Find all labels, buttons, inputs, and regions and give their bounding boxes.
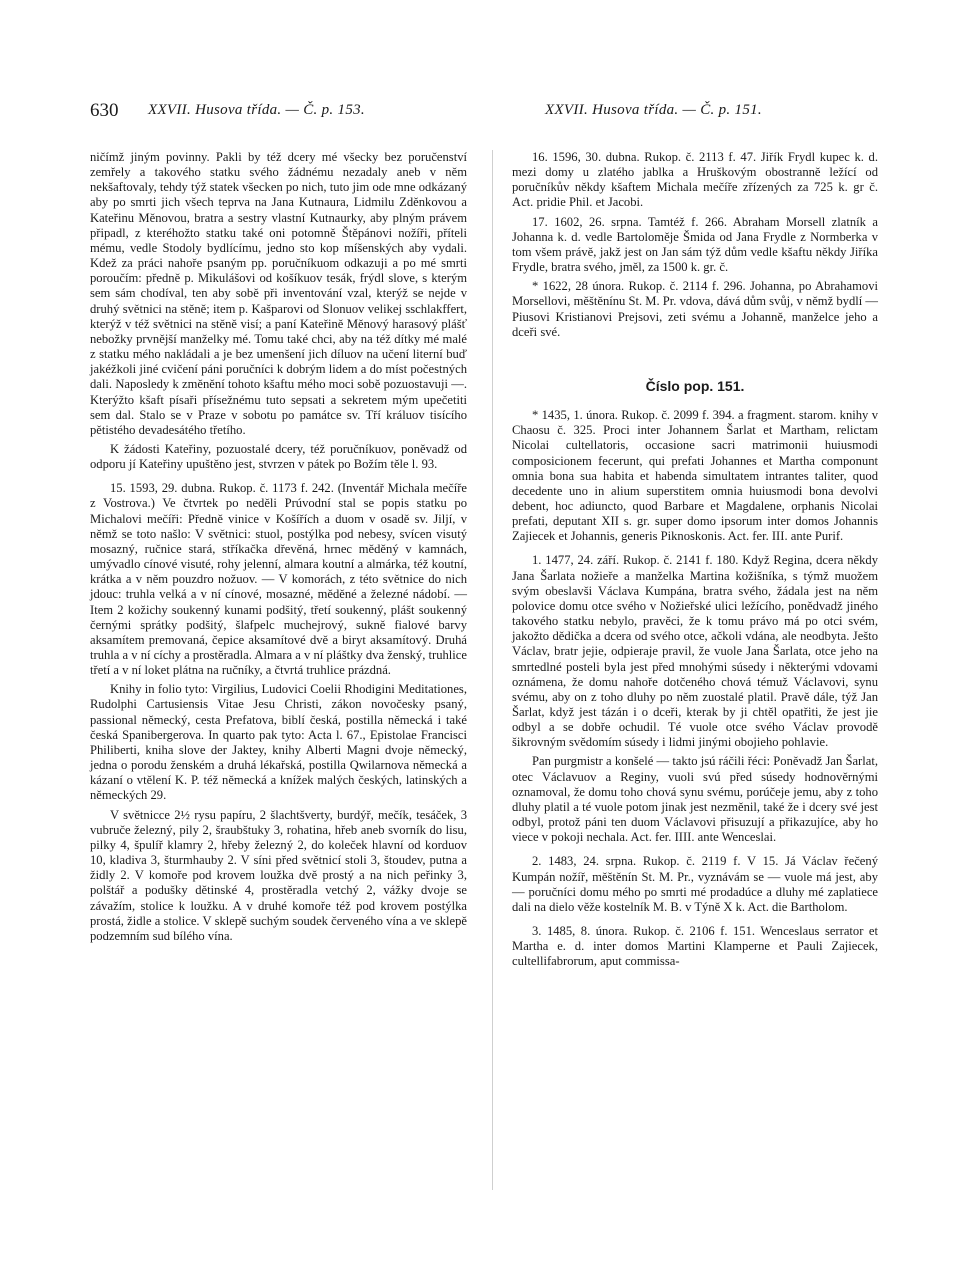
right-column [512,150,878,970]
entry: Pan purgmistr a konšelé — takto jsú ráčili řéci: Poněvadž Jan Šarlat, otec Václavuov a Reginy, vuoli svú před súsedy hodnověrnými oznamoval, že domu toho chová synu svému, porúčeje jemu, aby z toho dluhy platil a té vuole potom jinak jest nezměnil, také že i dcery své jest odbyl, protož páni ten duom Václavovi přisuzují a přikazujíce, aby ho viece v pokoji nechala. Act. fer. IIII. ante Wenceslai. [512,754,878,845]
paragraph: K žádosti Kateřiny, pozuostalé dcery, též poručníkuov, poněvadž od odporu jí Kateřiny upuštěno jest, stvrzen v pátek po Božím těle l. 93. [90,441,467,472]
entry: 16. 1596, 30. dubna. Rukop. č. 2113 f. 47. Jiřík Frydl kupec k. d. mezi domy u zlatého jablka a Hruškovým obostranně ležící od poručníkův někdy kšaftem Michala mečíře zřízených za 725 k. gr č. Act. pridie Phil. et Jacobi. [512,150,878,210]
entry: 17. 1602, 26. srpna. Tamtéž f. 266. Abraham Morsell zlatník a Johanna k. d. vedle Bartoloměje Šmida od Jana Frydle z Normberka v tom všem právě, jakž jest on Jan sám týž dům vedle kšaftu někdy Jiříka Frydle, bratra svého, jměl, za 1500 k. gr. č. [512,214,878,275]
section-title: Číslo pop. 151. [645,377,745,394]
entry: 3. 1485, 8. února. Rukop. č. 2106 f. 151. Wenceslaus serrator et Martha e. d. inter domos Martini Klamperne et Pauli Zajiecek, cultellifabrorum, aput commissa- [512,924,878,969]
entry: * 1435, 1. února. Rukop. č. 2099 f. 394. a fragment. starom. knihy v Chaosu č. 325. Proci inter Johannem Šarlat et Martham, relictam Nicolai cultellatoris, occasione sacri matrimonii huiusmodi composicionem fecerunt, qui prefati Johannes et Martha componunt omnia bona sua habita et habenda simultatem intrantes taliter, quod decedente uno in alium superstitem omnia huiusmodi bona devolvi debent, hoc adiuncto, quod Barbare et Magdalene, orphanis Nicolai prefati, deputant XII s. gr. super domo ipsorum inter domos Johannis Zajiecek et Johannis, generis Piknoskonis. Act. fer. III. ante Purif. [512,408,878,544]
page-header [90,100,870,130]
entry: 1. 1477, 24. září. Rukop. č. 2141 f. 180. Když Regina, dcera někdy Jana Šarlata nožieře a manželka Martina kožišníka, s týmž muožem svým obeslavši Václava Kumpána, bratra svého, žádala jest na něm polovice domu otce svého v Nožieřské ulici ležícího, ponědvadž jiného takového statku nebylo, pravěci, že k tomu právo má po otci svém, jakožto dědička a dcera od svého otce, ačkoli vdána, ale neodbyta. Ješto Václav, bratr jejie, odpieraje pravil, že vuole Jana Šarlata, otce jeho na smrtedlné posteli byla jest před mnohými súsedy i některými vdovami oznámena, že domu nahoře dotčeného chová témuž Václavovi, synu svému, aby on z toho dluhy po něm zuostalé platil. Pravě dále, týž Jan Šarlat, když jest tázán i o dceři, kterak by ji chtěl opatřiti, že jest jie odbyl a se dobře ochudil. Té vuole otce svého Václav provodě šikrovným svědomím súsedy i lidmi jinými obojieho pohlavie. [512,553,878,750]
running-head-right: XXVII. Husova třída. — Č. p. 151. [545,102,762,118]
running-head-left: XXVII. Husova třída. — Č. p. 153. [148,102,365,118]
page-number: 630 [90,100,119,121]
paragraph: 15. 1593, 29. dubna. Rukop. č. 1173 f. 242. (Inventář Michala mečíře z Vostrova.) Ve čtvrtek po neděli Prúvodní stal se popis statku po Michalovi mečíři: Předně vinice v Košířích a duom v osadě sv. Jiljí, v němž se toto našlo: V světnici: stuol, postýlka pod nebesy, svícen visutý mosazný, ručnice stará, stříkačka dřevěná, hrnec měděný v kamnách, umývadlo cínové visuté, rohy jelenní, almara koutní a almárka, též koutní, krátka a v něm pouzdro nožuov. — V komorách, z této světnice do nich jdouc: truhla velká a v ní cínové, mosazné, měděné a železné nádobí. — Item 2 kožichy soukenný kunami podšitý, třetí soukenný, plášt soukenný černými sprátky podšitý, šlafpelc muchejrový, sukně fialové barvy aksamítem premovaná, čepice aksamítové dvě a biryt aksamítový. Druhá truhla a v ní cíchy a prostěradla. Almara a v ní pláštky dva ženský, truhlice třetí a v ní loket plátna na ručníky, a čtvrtá truhlice prázdná. [90,481,467,678]
entry: * 1622, 28 února. Rukop. č. 2114 f. 296. Johanna, po Abrahamovi Morsellovi, měštěnínu St. M. Pr. vdova, dává dům svůj, v němž bydlí — Piusovi Kristianovi Prejsovi, zeti svému a Johanně, manželce jeho a dceři své. [512,279,878,339]
paragraph: V světnicce 2½ rysu papíru, 2 šlachtšverty, burdýř, mečík, tesáček, 3 vubruče železný, pily 2, šraubštuky 3, rohatina, hřeb aneb svorník do lisu, pilky 4, špulíř klamry 2, hřeby železný 2, do koleček hlavní od korduov 10, kladiva 3, šturmhauby 2. V síni před světnicí stoli 3, štoudev, putna a židly 2. V komoře pod krovem loužka dvě prostý a na nich peřinky 3, polštář a podušky dětinské 4, prostěradla vetchý 2, vážky dvoje se závažím, stolice k loužku. A v druhé komoře též pod krovem postýlka prostá, židle a stolice. V sklepě suchým soudek červeného vína a ve sklepě podzemním sud bílého vína. [90,807,467,943]
entry: 2. 1483, 24. srpna. Rukop. č. 2119 f. V 15. Já Václav řečený Kumpán nožíř, měštěnín St. M. Pr., vyznávám se — vuole má jest, aby — poručníci domu mého po smrti mé prodadúce a dluhy mé zaplatiece dali na dielo věže kostelník M. B. v Týně X k. Act. die Bartholom. [512,854,878,914]
column-divider [492,150,493,1190]
left-column [90,150,467,944]
paragraph: ničímž jiným povinny. Pakli by též dcery mé všecky bez poručenství zemřely a takového statku svého žádnému nezadaly aneb v něm nekšaftovaly, tehdy týž statek všecken po nich, tuto jim ode mne odkázaný aby po smrti jich všech teprva na Jana Kutnaura, Lidmilu Zděnkovou a Kateřinu Měnovou, bratra a sestry vlastní Kutnaurky, aby plným právem připadl, z kteréhožto statku také oni potomně Štěpánovi nožíři, příteli mému, vedle Stodoly bydlícímu, jedno sto kop míšenských aby vydali. Kdež za práci nahoře psaným pp. poručníkuom odkazuji a po mé smrti poroučím: předně p. Mikulášovi od košíkuov tesák, frýdl slove, s kterým sem sám chodíval, ten aby sobě při inventování vzal, kterýž se nejde v druhý světnici na stěně; item p. Kašparovi od Slonuov velikej sschlakffert, kterýž v též světnici na stěně visí; a paní Kateřině Měnový harasový plášť nebožky prvnější manželky mé. Tomu také chci, aby na též dítky mé malé z statku mého nakládali a je bez umenšení jich díluov na učení literní buď jakéžkoli jiné cvičení páni poručníci k dobrým lidem a do míst počestných dali. Naposledy k změnění tohoto kšaftu mého moci sobě pozuostavuji —. Kterýžto kšaft písaři přísežnému tuto sepsati a sekretem mým upečetiti sem dal. Stalo se v Praze v sobotu po památce sv. Tří králuov tisícího pětistého devadesátého třetího. [90,150,467,437]
paragraph: Knihy in folio tyto: Virgilius, Ludovici Coelii Rhodigini Meditationes, Rudolphi Cartusiensis Vitae Jesu Christi, zákon novočesky psaný, passional německý, cesta Prefatova, biblí česká, postilla německá i také česká Spanibergerova. In quarto pak tyto: Acta l. 67., Epistolae Francisci Philiberti, kniha slove der Jaktey, knihy Alberti Magni dvoje německý, jedna o porodu ženském a druhá lékařská, postilla Qwilarnova německá a kázaní o vtělení K. P. též německá a knížek malých českých, latinských a německých 29. [90,682,467,803]
separator-mark [680,358,710,359]
